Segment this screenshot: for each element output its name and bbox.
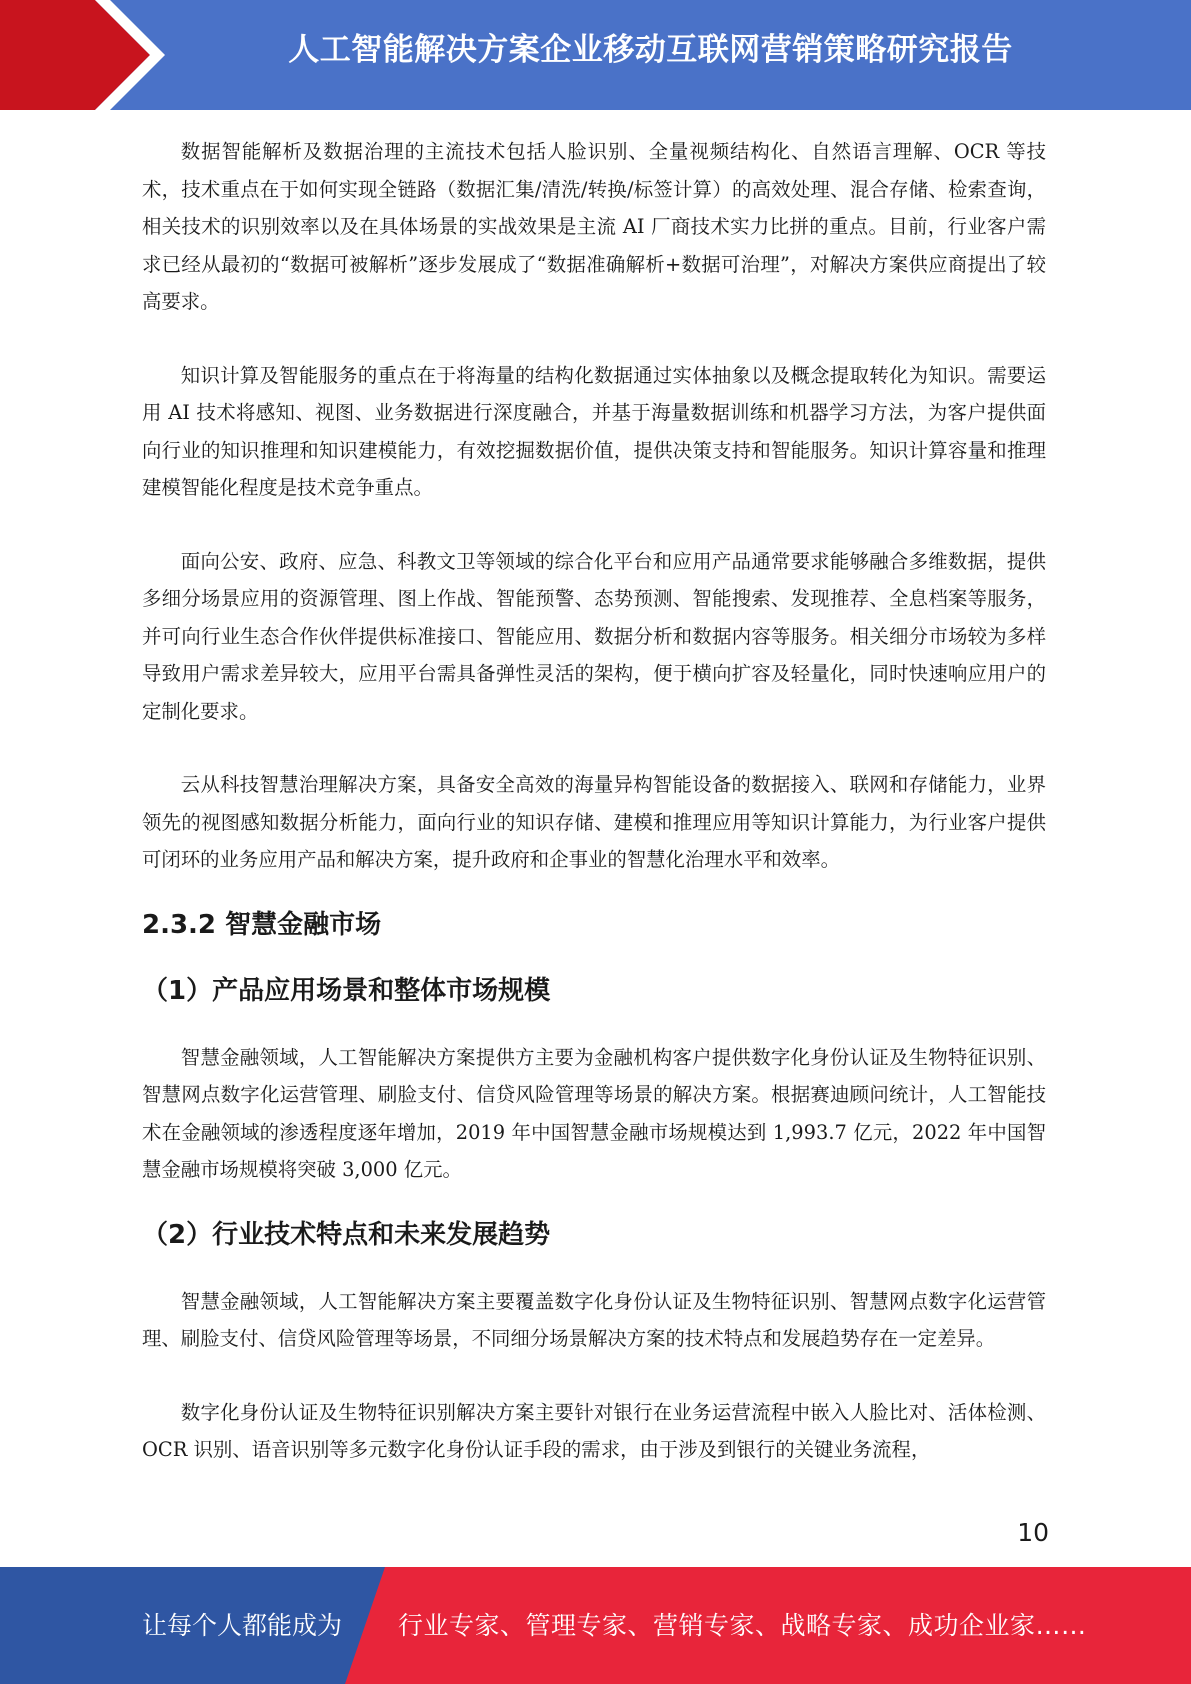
paragraph-data-governance: 数据智能解析及数据治理的主流技术包括人脸识别、全量视频结构化、自然语言理解、OCR 等技术，技术重点在于如何实现全链路（数据汇集/清洗/转换/标签计算）的高效处理、混合存储、检索查询，相关技术的识别效率以及在具体场景的实战效果是主流 AI 厂商技术实力比拼的重点。目前，行业客户需求已经从最初的“数据可被解析”逐步发展成了“数据准确解析+数据可治理”，对解决方案供应商提出了较高要求。 [142,140,1046,313]
section-heading-smart-finance: 2.3.2 智慧金融市场 [142,909,382,940]
report-title: 人工智能解决方案企业移动互联网营销策略研究报告 [288,32,1013,68]
page-number: 10 [1017,1518,1049,1547]
page-footer [0,1567,1191,1684]
page-header [0,0,1191,110]
subsection-heading-tech-trends: （2）行业技术特点和未来发展趋势 [142,1219,551,1250]
footer-slogan-left: 让每个人都能成为 [142,1611,343,1640]
paragraph-smart-finance-scale: 智慧金融领域，人工智能解决方案提供方主要为金融机构客户提供数字化身份认证及生物特征识别、智慧网点数字化运营管理、刷脸支付、信贷风险管理等场景的解决方案。根据赛迪顾问统计，人工智能技术在金融领域的渗透程度逐年增加，2019 年中国智慧金融市场规模达到 1,993.7 亿元，2022 年中国智慧金融市场规模将突破 3,000 亿元。 [142,1045,1046,1181]
subsection-heading-market-scale: （1）产品应用场景和整体市场规模 [142,975,551,1006]
footer-slogan-right: 行业专家、管理专家、营销专家、战略专家、成功企业家…… [398,1611,1087,1640]
header-red-arrow [0,0,150,110]
paragraph-digital-identity: 数字化身份认证及生物特征识别解决方案主要针对银行在业务运营流程中嵌入人脸比对、活体检测、OCR 识别、语音识别等多元数字化身份认证手段的需求，由于涉及到银行的关键业务流程， [142,1400,1046,1461]
paragraph-cloudwalk-solution: 云从科技智慧治理解决方案，具备安全高效的海量异构智能设备的数据接入、联网和存储能力，业界领先的视图感知数据分析能力，面向行业的知识存储、建模和推理应用等知识计算能力，为行业客户提供可闭环的业务应用产品和解决方案，提升政府和企事业的智慧化治理水平和效率。 [142,773,1046,871]
paragraph-knowledge-computing: 知识计算及智能服务的重点在于将海量的结构化数据通过实体抽象以及概念提取转化为知识。需要运用 AI 技术将感知、视图、业务数据进行深度融合，并基于海量数据训练和机器学习方法，为客户提供面向行业的知识推理和知识建模能力，有效挖掘数据价值，提供决策支持和智能服务。知识计算容量和推理建模智能化程度是技术竞争重点。 [142,363,1046,499]
paragraph-finance-tech-features: 智慧金融领域，人工智能解决方案主要覆盖数字化身份认证及生物特征识别、智慧网点数字化运营管理、刷脸支付、信贷风险管理等场景，不同细分场景解决方案的技术特点和发展趋势存在一定差异。 [142,1289,1046,1350]
paragraph-platform-applications: 面向公安、政府、应急、科教文卫等领域的综合化平台和应用产品通常要求能够融合多维数据，提供多细分场景应用的资源管理、图上作战、智能预警、态势预测、智能搜索、发现推荐、全息档案等服务，并可向行业生态合作伙伴提供标准接口、智能应用、数据分析和数据内容等服务。相关细分市场较为多样导致用户需求差异较大，应用平台需具备弹性灵活的架构，便于横向扩容及轻量化，同时快速响应用户的定制化要求。 [142,549,1046,723]
page-body [142,133,1046,1505]
